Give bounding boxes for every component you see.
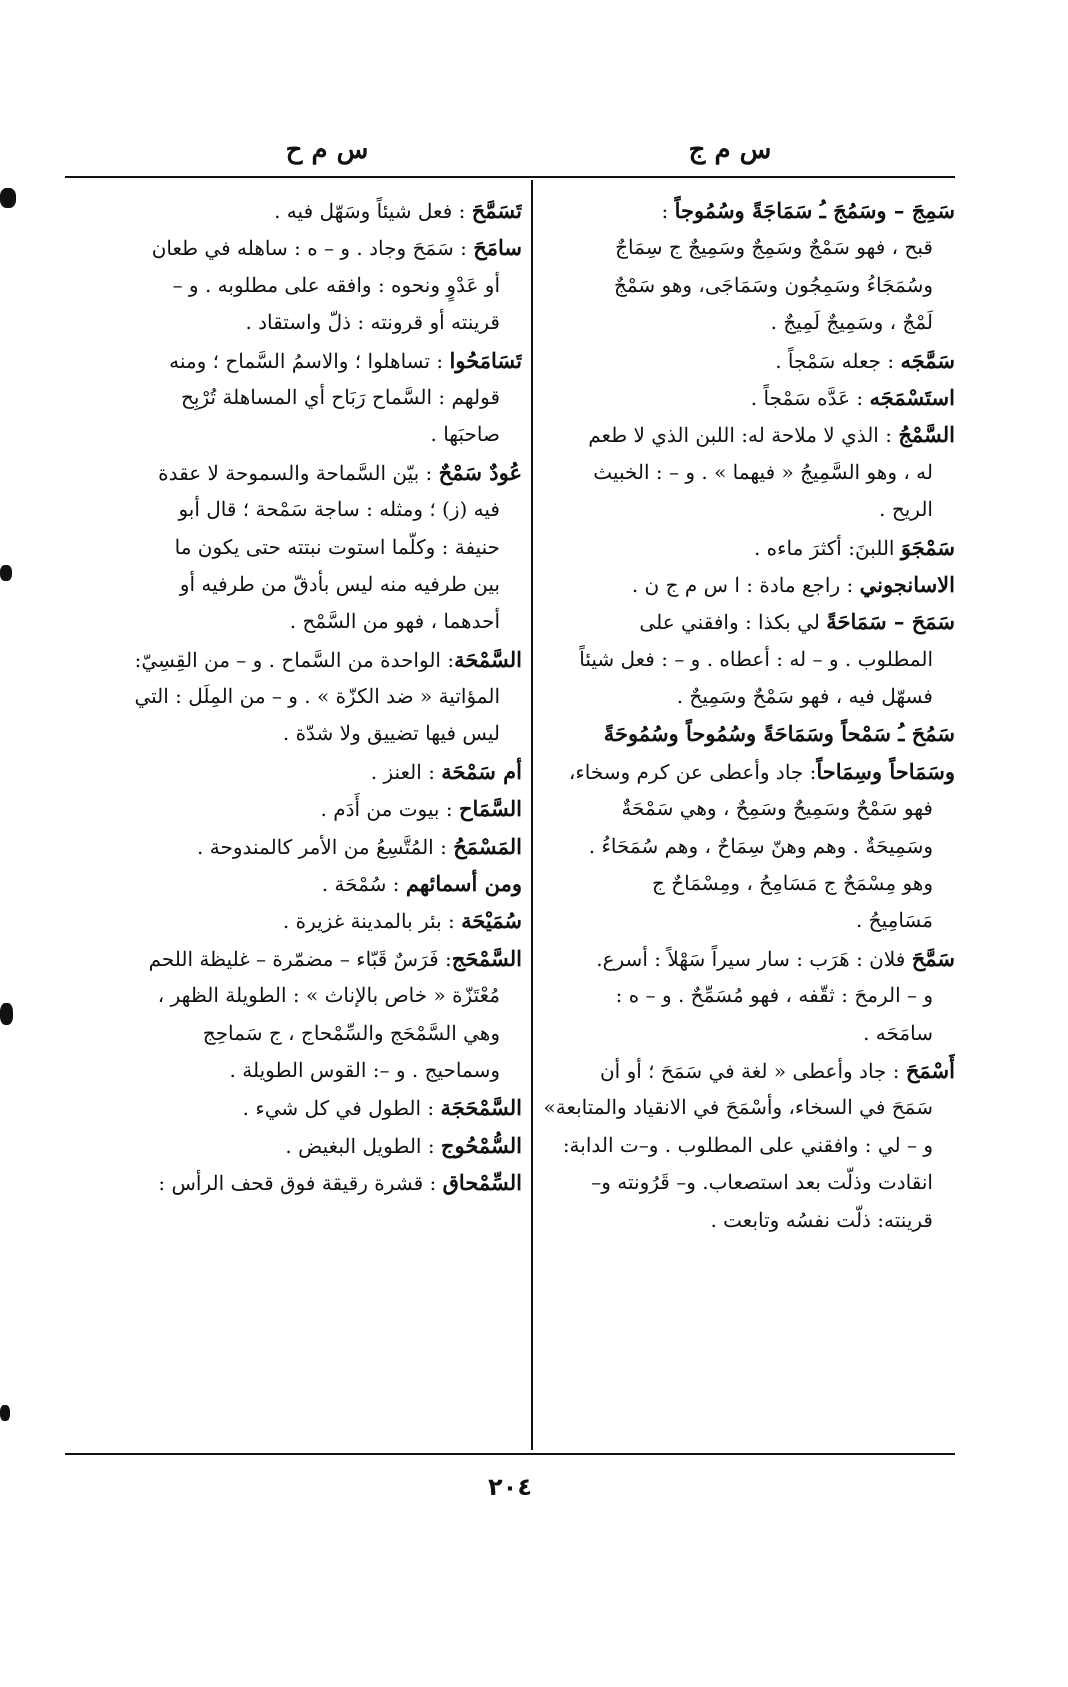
definition-text: : بئر بالمدينة غزيرة .	[282, 909, 462, 934]
entry-line	[74, 902, 522, 939]
definition-text: : بيوت من أَدَم .	[320, 797, 459, 822]
definition-text: قرينته أو قرونته : ذلّ واستقاد .	[245, 310, 500, 335]
definition-text: لَمْجٌ ، وسَمِيجٌ لَمِيجٌ .	[770, 310, 933, 335]
entry-line	[537, 342, 955, 379]
right-column	[537, 192, 955, 1239]
entry-line	[74, 192, 522, 229]
entry-line	[537, 379, 955, 416]
entry-line	[537, 865, 955, 902]
definition-text: الريح .	[879, 497, 933, 522]
entry-line	[74, 1015, 522, 1052]
entry-line	[537, 454, 955, 491]
headword: ومن أسمائهم	[405, 871, 522, 897]
entry-line	[74, 940, 522, 977]
definition-text: : جاد وأعطى « لغة في سَمَحَ ؛ أو أن	[599, 1058, 906, 1083]
definition-text: قولهم : السَّماح رَبَاح أي المساهلة تُرْبِح	[180, 384, 500, 409]
headword: سَمَحَ – سَمَاحَةً	[826, 609, 955, 635]
entry-line	[537, 977, 955, 1014]
definition-text: : تساهلوا ؛ والاسمُ السَّماح ؛ ومنه	[169, 348, 450, 373]
entry-line	[537, 940, 955, 977]
definition-text: ليس فيها تضييق ولا شدّة .	[282, 721, 500, 746]
definition-text: و – لي : وافقني على المطلوب . و–ت الدابة:	[562, 1132, 933, 1157]
entry-line	[537, 267, 955, 304]
headword: وسَمَاحاً وسِمَاحاً	[816, 758, 955, 784]
entry-line	[537, 1164, 955, 1201]
headword: السَّمْجُ	[898, 422, 955, 448]
definition-text: قبح ، فهو سَمْجٌ وسَمِجٌ وسَمِيجٌ ج سِمَاجٌ	[615, 235, 933, 260]
entry-line	[74, 753, 522, 790]
headword: سامَحَ	[473, 235, 522, 261]
entry-line	[74, 1127, 522, 1164]
entry-line	[74, 641, 522, 678]
entry-line	[537, 491, 955, 528]
definition-text: :	[661, 199, 675, 223]
definition-text: فهو سَمْحٌ وسَمِيحٌ وسَمِحٌ ، وهي سَمْحَةٌ	[621, 796, 933, 821]
entry-line	[74, 790, 522, 827]
definition-text: مَسَامِيحُ .	[855, 908, 933, 933]
bottom-rule	[65, 1453, 955, 1455]
page-number: ٢٠٤	[488, 1473, 532, 1501]
entry-line	[537, 641, 955, 678]
headword: استَسْمَجَه	[869, 384, 955, 410]
headword: سَمَّحَ	[911, 945, 955, 971]
entry-line	[537, 753, 955, 790]
definition-text: : فعل شيئاً وسَهّل فيه .	[274, 199, 472, 223]
definition-text: وهي السَّمْحَج والسِّمْحاج ، ج سَماحِج	[202, 1020, 500, 1045]
definition-text: و – الرمحَ : ثقّفه ، فهو مُسَمِّحٌ . و – ه :	[615, 983, 933, 1008]
headword: السُّمْحُوج	[440, 1132, 522, 1158]
definition-text: : راجع مادة : ا س م ج ن .	[631, 572, 860, 597]
top-rule	[65, 176, 955, 178]
entry-line	[74, 1089, 522, 1126]
entry-line	[537, 566, 955, 603]
definition-text: أحدهما ، فهو من السَّمْح .	[289, 609, 500, 634]
definition-text: اللبنَ: أكثرَ ماءه .	[753, 535, 901, 560]
definition-text: : العنز .	[370, 759, 442, 784]
headword: سَمَّجَه	[900, 347, 955, 373]
entry-line	[74, 828, 522, 865]
headword: المَسْمَحُ	[453, 833, 522, 859]
column-divider	[531, 180, 533, 1450]
definition-text: : الواحدة من السَّماح . و – من القِسِيّ:	[134, 647, 455, 672]
entry-line	[74, 1164, 522, 1201]
headword: عُودٌ سَمْحٌ	[438, 459, 522, 485]
entry-line	[537, 192, 955, 229]
definition-text: سامَحَه .	[863, 1020, 933, 1045]
entry-line	[74, 229, 522, 266]
entry-line	[74, 529, 522, 566]
headword: السِّمْحاق	[442, 1170, 522, 1196]
entry-line	[74, 379, 522, 416]
entry-line	[537, 715, 955, 752]
definition-text: وهو مِسْمَحٌ ج مَسَامِحُ ، ومِسْمَاحٌ ج	[651, 871, 933, 896]
definition-text: : جعله سَمْجاً .	[775, 348, 901, 373]
headword: سَمِجَ – وسَمُجَ ـُ سَمَاجَةً وسُمُوجاً	[674, 198, 955, 223]
entry-line	[74, 454, 522, 491]
scan-mark	[0, 188, 16, 208]
entry-line	[537, 1089, 955, 1126]
entry-line	[537, 790, 955, 827]
entry-line	[74, 566, 522, 603]
definition-text: المؤاتية « ضد الكزّة » . و – من المِلَل : التي	[134, 684, 500, 709]
entry-line	[537, 603, 955, 640]
headword: السَّمَاح	[458, 796, 522, 822]
entry-line	[74, 603, 522, 640]
headword: تَسَامَحُوا	[449, 347, 522, 373]
definition-text: : المُتَّسِعُ من الأمر كالمندوحة .	[197, 834, 454, 859]
definition-text: : الطول في كل شيء .	[242, 1096, 441, 1121]
entry-line	[74, 267, 522, 304]
definition-text: أو عَدْوٍ ونحوه : وافقه على مطلوبه . و –	[172, 272, 500, 297]
definition-text: مُعْتَزّة « خاص بالإناث » : الطويلة الظهر ،	[157, 983, 500, 1008]
definition-text: : الطويل البغيض .	[285, 1133, 441, 1158]
headword: السَّمْحَج	[451, 945, 522, 971]
definition-text: سَمَحَ في السخاء، وأسْمَحَ في الانقياد والمتابعة»	[543, 1095, 933, 1120]
entry-line	[537, 1052, 955, 1089]
entry-line	[74, 715, 522, 752]
headword: سَمُحَ ـُ سَمْحاً وسَمَاحَةً وسُمُوحاً وسُمُوحَةً	[603, 721, 955, 747]
left-column	[74, 192, 522, 1202]
entry-line	[537, 1015, 955, 1052]
definition-text: لي بكذا : وافقني على	[639, 610, 827, 635]
definition-text: : فَرَسٌ قَبّاء – مضمّرة – غليظة اللحم	[148, 946, 452, 971]
definition-text: وسماحيج . و –: القوس الطويلة .	[229, 1057, 500, 1082]
headword: سَمْجَوَ	[900, 534, 955, 560]
definition-text: فسهّل فيه ، فهو سَمْحٌ وسَمِيحٌ .	[676, 684, 933, 709]
definition-text: فيه (ز) ؛ ومثله : ساجة سَمْحة ؛ قال أبو	[178, 497, 500, 522]
definition-text: : سُمْحَة .	[321, 872, 406, 897]
definition-text: : جاد وأعطى عن كرم وسخاء،	[568, 759, 817, 784]
scan-mark	[0, 1003, 13, 1025]
scan-mark	[0, 565, 12, 581]
entry-line	[74, 678, 522, 715]
right-column-root-header: س م ج	[688, 135, 772, 165]
entry-line	[74, 416, 522, 453]
entry-line	[537, 416, 955, 453]
definition-text: صاحبَها .	[430, 422, 500, 447]
entry-line	[74, 977, 522, 1014]
definition-text: له ، وهو السَّمِيجُ « فيهما » . و – : الخبيث	[593, 459, 933, 484]
left-column-root-header: س م ح	[285, 135, 369, 165]
entry-line	[537, 304, 955, 341]
definition-text: : قشرة رقيقة فوق قحف الرأس :	[158, 1171, 443, 1196]
entry-line	[537, 529, 955, 566]
entry-line	[537, 1202, 955, 1239]
entry-line	[537, 828, 955, 865]
definition-text: حنيفة : وكلّما استوت نبتته حتى يكون ما	[174, 534, 500, 559]
entry-line	[74, 865, 522, 902]
headword: أَسْمَحَ	[905, 1057, 955, 1083]
definition-text: : الذي لا ملاحة له: اللبن الذي لا طعم	[588, 423, 899, 448]
entry-line	[74, 491, 522, 528]
entry-line	[537, 678, 955, 715]
headword: السَّمْحَجَة	[440, 1095, 522, 1121]
entry-line	[74, 1052, 522, 1089]
definition-text: قرينته: ذلّت نفسُه وتابعت .	[710, 1207, 933, 1232]
definition-text: بين طرفيه منه ليس بأدقّ من طرفيه أو	[179, 571, 500, 596]
definition-text: : سَمَحَ وجاد . و – ه : ساهله في طعان	[151, 236, 474, 261]
entry-line	[537, 1127, 955, 1164]
entry-line	[537, 229, 955, 266]
headword: تَسَمَّحَ	[471, 198, 522, 223]
definition-text: وسَمِيحَةٌ . وهم وهنّ سِمَاحٌ ، وهم سُمَحَاءُ .	[588, 833, 933, 858]
definition-text: المطلوب . و – له : أعطاه . و – : فعل شيئاً	[579, 646, 933, 671]
scan-mark	[0, 1405, 10, 1421]
definition-text: : بيّن السَّماحة والسموحة لا عقدة	[158, 460, 439, 485]
entry-line	[74, 342, 522, 379]
definition-text: فلان : هَرَب : سار سيراً سَهْلاً : أسرع.	[596, 946, 912, 971]
definition-text: وسُمَجَاءُ وسَمِجُون وسَمَاجَى، وهو سَمْجٌ	[613, 272, 933, 297]
headword: أم سَمْحَة	[441, 758, 522, 784]
entry-line	[74, 304, 522, 341]
headword: السَّمْحَة	[454, 646, 522, 672]
definition-text: انقادت وذلّت بعد استصعاب. و– قَرُونته و–	[591, 1170, 933, 1195]
headword: الاسانجوني	[859, 571, 955, 597]
headword: سُمَيْحَة	[461, 908, 522, 934]
entry-line	[537, 902, 955, 939]
definition-text: : عَدَّه سَمْجاً .	[750, 385, 870, 410]
